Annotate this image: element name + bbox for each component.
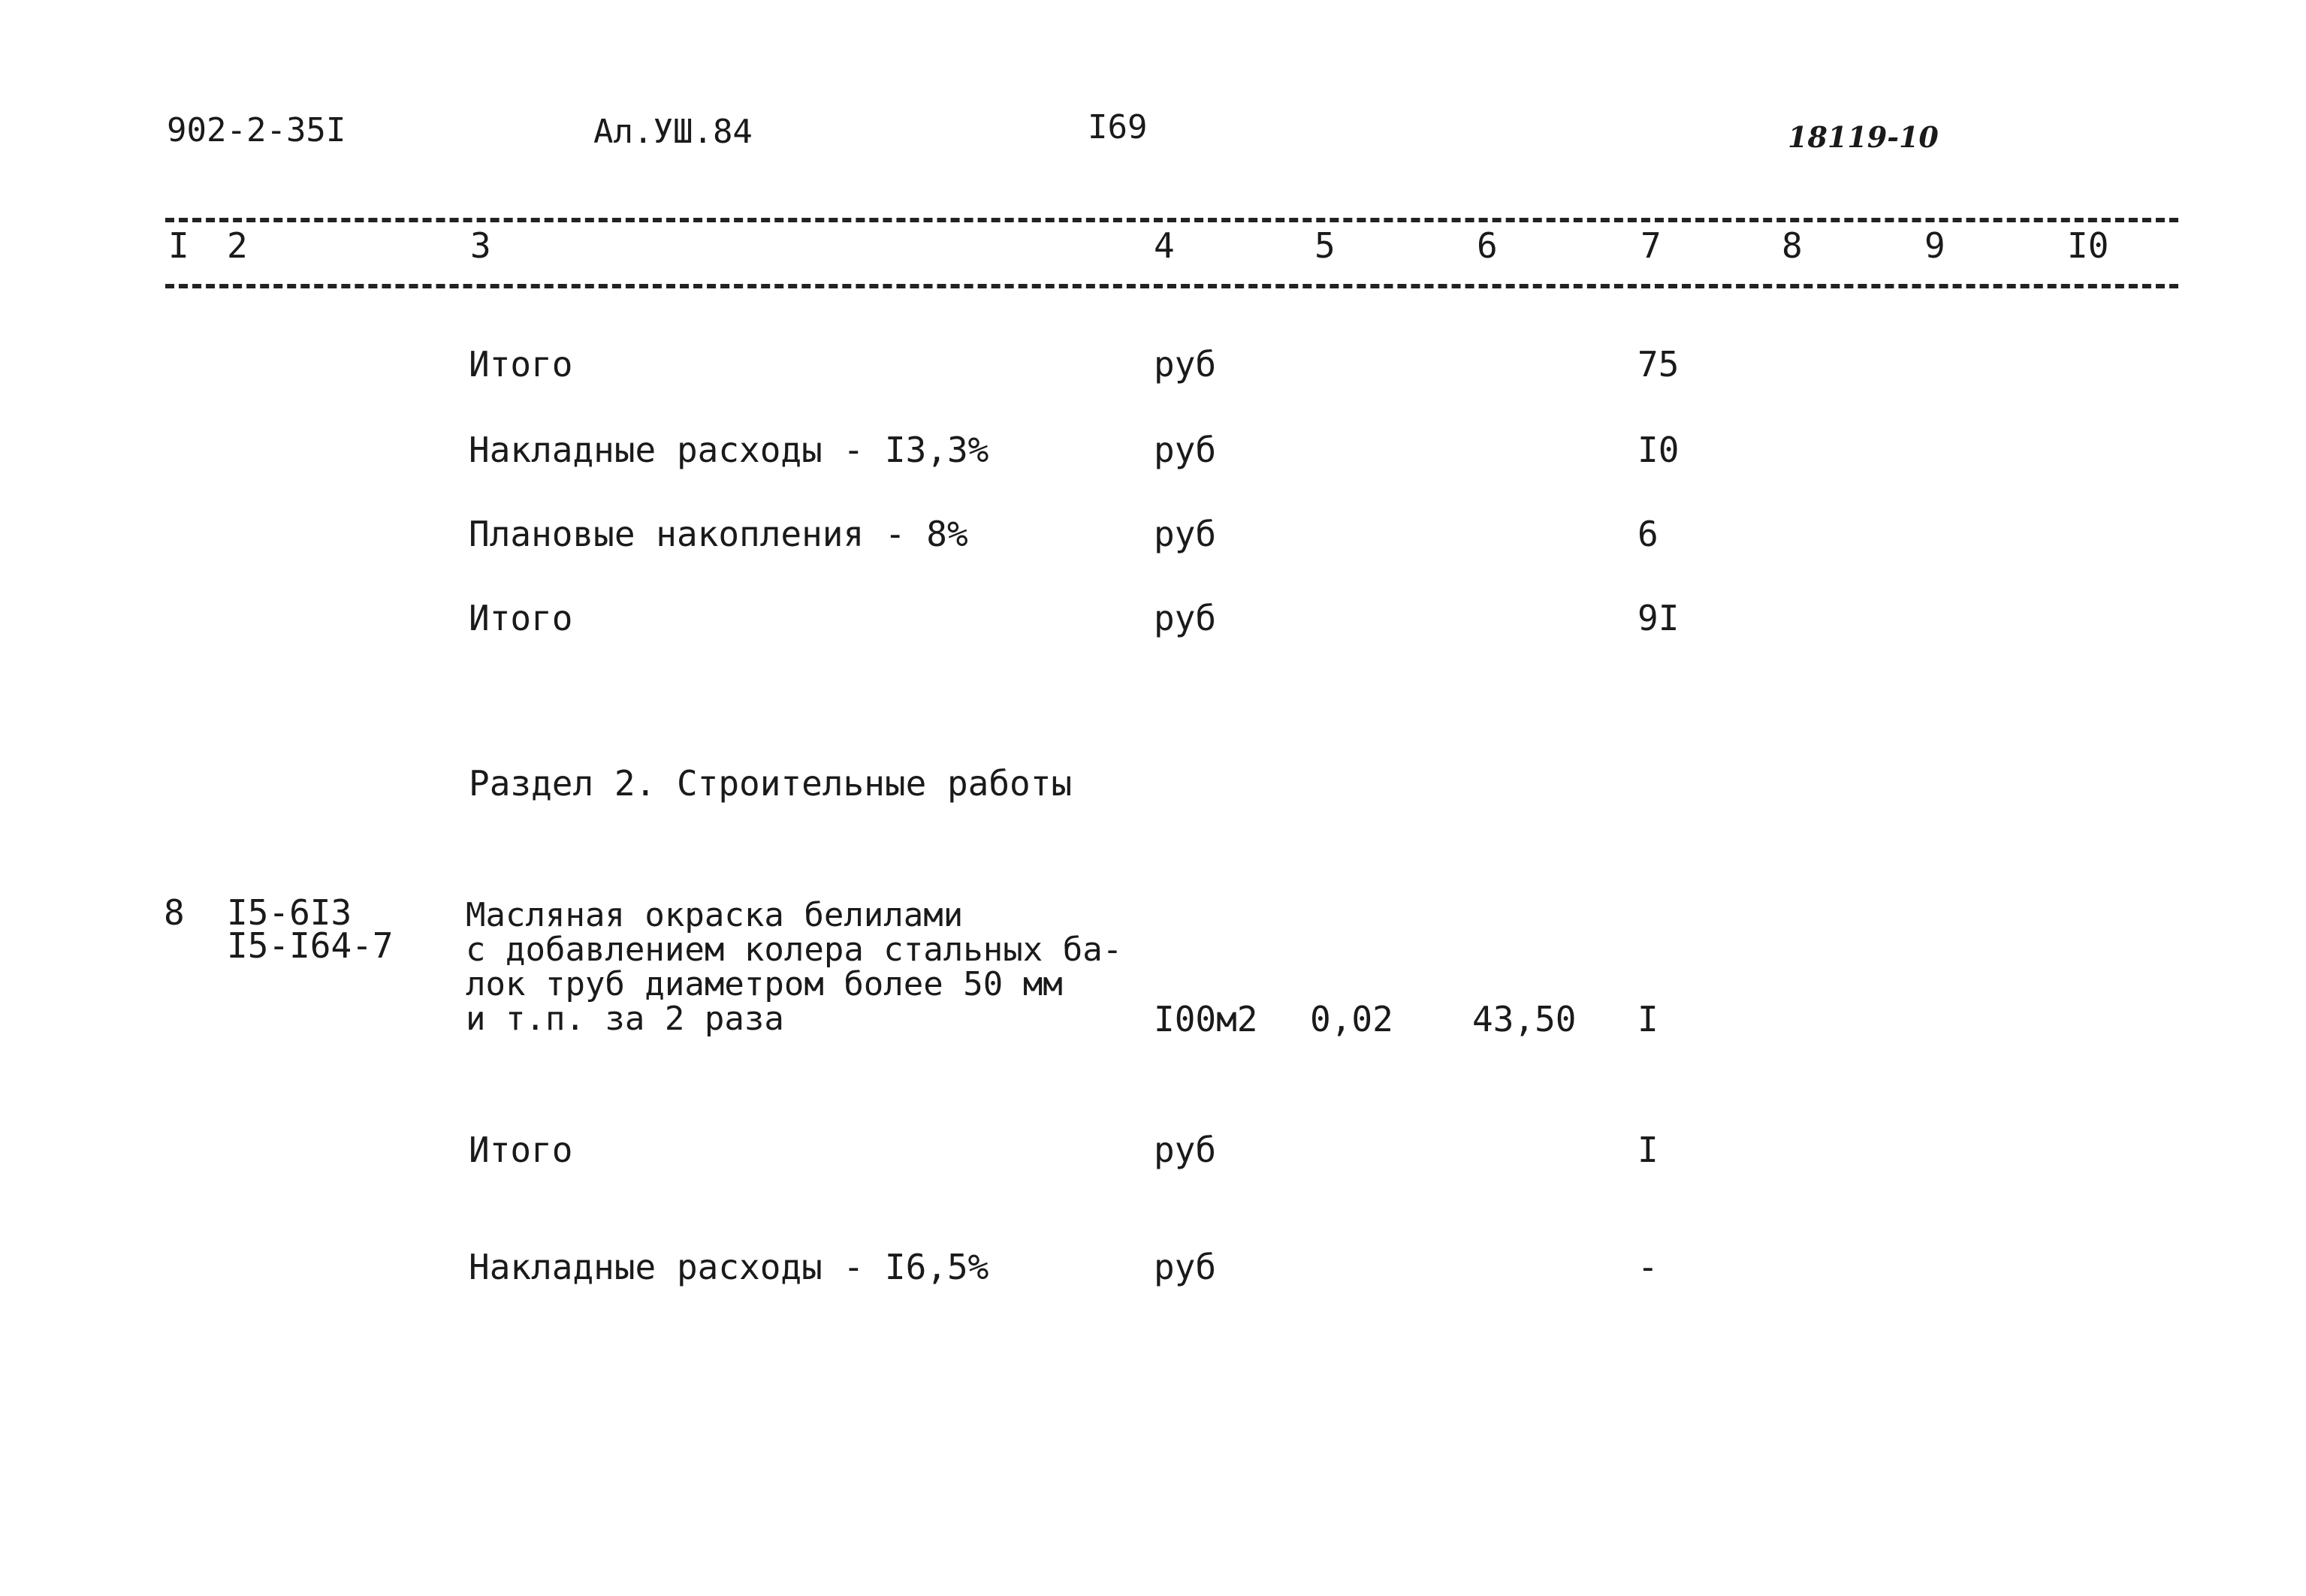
column-header-2: 2 — [227, 225, 248, 266]
row-col7-value: - — [1637, 1247, 1659, 1287]
section-title: Раздел 2. Строительные работы — [469, 763, 1073, 804]
column-header-3: 3 — [470, 225, 491, 266]
table-top-rule — [165, 218, 2178, 222]
row-name: Итого — [469, 1130, 573, 1170]
item-total: I — [1637, 999, 1659, 1039]
item-number: 8 — [164, 892, 185, 933]
row-col7-value: I0 — [1637, 430, 1680, 470]
row-unit: руб — [1154, 1247, 1217, 1287]
row-col7-value: 9I — [1637, 598, 1680, 638]
table-header-bottom-rule — [165, 284, 2178, 288]
column-header-8: 8 — [1782, 225, 1803, 266]
row-col7-value: I — [1637, 1130, 1659, 1170]
row-name: Накладные расходы - I3,3% — [469, 430, 989, 470]
column-header-7: 7 — [1640, 225, 1662, 266]
row-col7-value: 6 — [1637, 514, 1659, 554]
row-col7-value: 75 — [1637, 344, 1680, 385]
column-header-10: I0 — [2067, 225, 2109, 266]
page-number: I69 — [1088, 108, 1148, 146]
item-unit: I00м2 — [1154, 999, 1258, 1039]
item-description: Масляная окраска белилами с добавлением колера стальных ба- лок труб диаметром более 50 мм и т.п. за 2 раза — [466, 896, 1123, 1038]
item-code-secondary: I5-I64-7 — [227, 925, 394, 966]
row-unit: руб — [1154, 430, 1217, 470]
row-name: Накладные расходы - I6,5% — [469, 1247, 989, 1287]
column-header-9: 9 — [1924, 225, 1945, 266]
row-unit: руб — [1154, 344, 1217, 385]
handwritten-sheet-number: 18119-10 — [1788, 120, 1939, 154]
row-unit: руб — [1154, 514, 1217, 554]
row-name: Плановые накопления - 8% — [469, 514, 968, 554]
column-header-5: 5 — [1314, 225, 1336, 266]
album-number: Ал.УШ.84 — [593, 113, 753, 151]
column-header-1: I — [168, 225, 189, 266]
column-header-4: 4 — [1154, 225, 1175, 266]
row-unit: руб — [1154, 1130, 1217, 1170]
row-name: Итого — [469, 598, 573, 638]
row-name: Итого — [469, 344, 573, 385]
item-quantity: 0,02 — [1310, 999, 1393, 1039]
column-header-6: 6 — [1477, 225, 1498, 266]
row-unit: руб — [1154, 598, 1217, 638]
document-code: 902-2-35I — [167, 111, 346, 149]
item-unit-price: 43,50 — [1472, 999, 1577, 1039]
item-code-primary: I5-6I3 — [227, 892, 352, 933]
